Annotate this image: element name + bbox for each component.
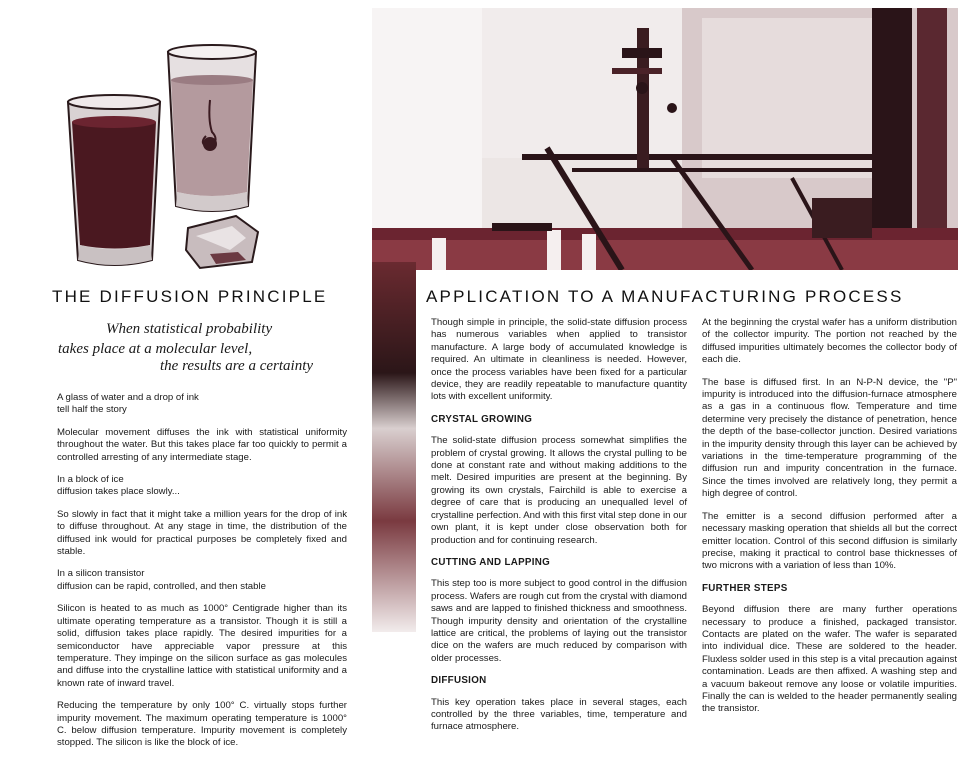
section-title: FURTHER STEPS (702, 582, 788, 594)
manufacturing-column-2 (702, 317, 957, 726)
quote-line-1: When statistical probability (106, 321, 273, 337)
paragraph: The solid-state diffusion process somewhat simplifies the problem of crystal growing. It allows the crystal pulling to be done at constant rate and without making additions to the melt. Desired impurities are present at the beginning. By growing its own crystals, Fairchild is able to exercise a degree of care that is producing an unequalled level of crystalline perfection. And with this first vital step done in our own plant, it is kept under close observation both for production and for continuing research. (431, 435, 687, 546)
paragraph: Molecular movement diffuses the ink with statistical uniformity throughout the water. But this takes place far too quickly to permit a controlled arresting of any intermediate stage. (57, 426, 347, 463)
paragraph: So slowly in fact that it might take a million years for the drop of ink to diffuse throughout. At any stage in time, the distribution of the diffused ink would for practical purposes be completely fixed and stable. (57, 508, 347, 558)
lead-ice (57, 474, 347, 499)
diffusion-principle-column (57, 392, 347, 760)
paragraph: Though simple in principle, the solid-state diffusion process has numerous variables when applied to transistor manufacture. A large body of accumulated knowledge is required. An ultimate in cleanliness is needed. However, once the process variables have been fixed for a particular device, they are readily repeatable to manufacture quantity lots with excellent uniformity. (431, 317, 687, 403)
quote-line-2: takes place at a molecular level, (58, 341, 253, 357)
glasses-illustration (60, 40, 270, 270)
diffusion-principle-heading: THE DIFFUSION PRINCIPLE (52, 287, 328, 306)
section-title: CUTTING AND LAPPING (431, 556, 551, 568)
manufacturing-column-1 (431, 317, 687, 744)
laboratory-scene (372, 8, 958, 270)
lead-line: A glass of water and a drop of ink (57, 392, 199, 403)
paragraph: This key operation takes place in several stages, each controlled by the three variables, time, temperature and furnace atmosphere. (431, 696, 687, 733)
paragraph: At the beginning the crystal wafer has a uniform distribution of the collector impurity. The portion not reached by the diffused impurities ultimately becomes the collector body of each die. (702, 317, 957, 366)
laboratory-photo (372, 8, 958, 270)
photo-side-strip (372, 262, 416, 632)
paragraph: The emitter is a second diffusion performed after a necessary masking operation that shields all but the correct emitter location. Control of this second diffusion is similarly precise, making it practical to control base thicknesses of two microns with a variation of less than 10%. (702, 510, 957, 572)
paragraph: Beyond diffusion there are many further operations necessary to produce a finished, packaged transistor. Contacts are plated on the wafer. The wafer is separated into individual dice. These are soldered to the header. Fluxless solder used in this step is a vital precaution against contamination. Leads are then affixed. A washing step and a vacuum bakeout remove any loose or volatile impurities. Finally the can is welded to the header permanently sealing the transistor. (702, 604, 957, 715)
lead-ink (57, 392, 347, 417)
paragraph: Reducing the temperature by only 100° C. virtually stops further impurity movement. The maximum operating temperature is 1000° C. below diffusion temperature. Impurity movement is completely stopped. The silicon is like the block of ice. (57, 700, 347, 749)
lead-line: diffusion takes place slowly... (57, 486, 180, 498)
ice-cube (186, 216, 258, 268)
paragraph: Silicon is heated to as much as 1000° Centigrade higher than its ultimate operating temperature as a transistor. Though it is still a solid, diffusion takes place rapidly. The desired impurities for a semiconductor have appreciable vapor pressure at this temperature. They impinge on the silicon surface as gas molecules and diffuse into the crystalline lattice with statistical uniformity and a known rate of inward travel. (57, 603, 347, 689)
lead-line: diffusion can be rapid, controlled, and then stable (57, 580, 266, 592)
paragraph: This step too is more subject to good control in the diffusion process. Wafers are rough cut from the crystal with diamond saws and are lapped to finished thickness and smoothness. Though impurity density and orientation of the crystalline lattice are critical, the problems of laying out the transistor dice on the wafers are much reduced by comparison with older processes. (431, 578, 687, 664)
quote-line-3: the results are a certainty (160, 358, 314, 374)
section-title: DIFFUSION (431, 675, 487, 687)
lead-line: In a block of ice (57, 474, 124, 486)
lead-line: In a silicon transistor (57, 568, 145, 580)
ink-glass (68, 95, 160, 265)
lead-silicon (57, 568, 347, 593)
water-glass (168, 45, 256, 211)
section-title: CRYSTAL GROWING (431, 413, 533, 425)
paragraph: The base is diffused first. In an N-P-N device, the "P" impurity is introduced into the diffusion-furnace atmosphere as a gas in a continuous flow. Temperature and time determine very precisely the distance of penetration, hence the depth of the base-collector junction. Desired variations in the impurity density through this layer can be achieved by variations in the time-temperature programming of the diffusion run and impurity concentration in the furnace. Since the times involved are relatively long, they permit a high degree of control. (702, 376, 957, 500)
lead-line: tell half the story (57, 404, 127, 416)
manufacturing-process-heading: APPLICATION TO A MANUFACTURING PROCESS (426, 287, 904, 306)
